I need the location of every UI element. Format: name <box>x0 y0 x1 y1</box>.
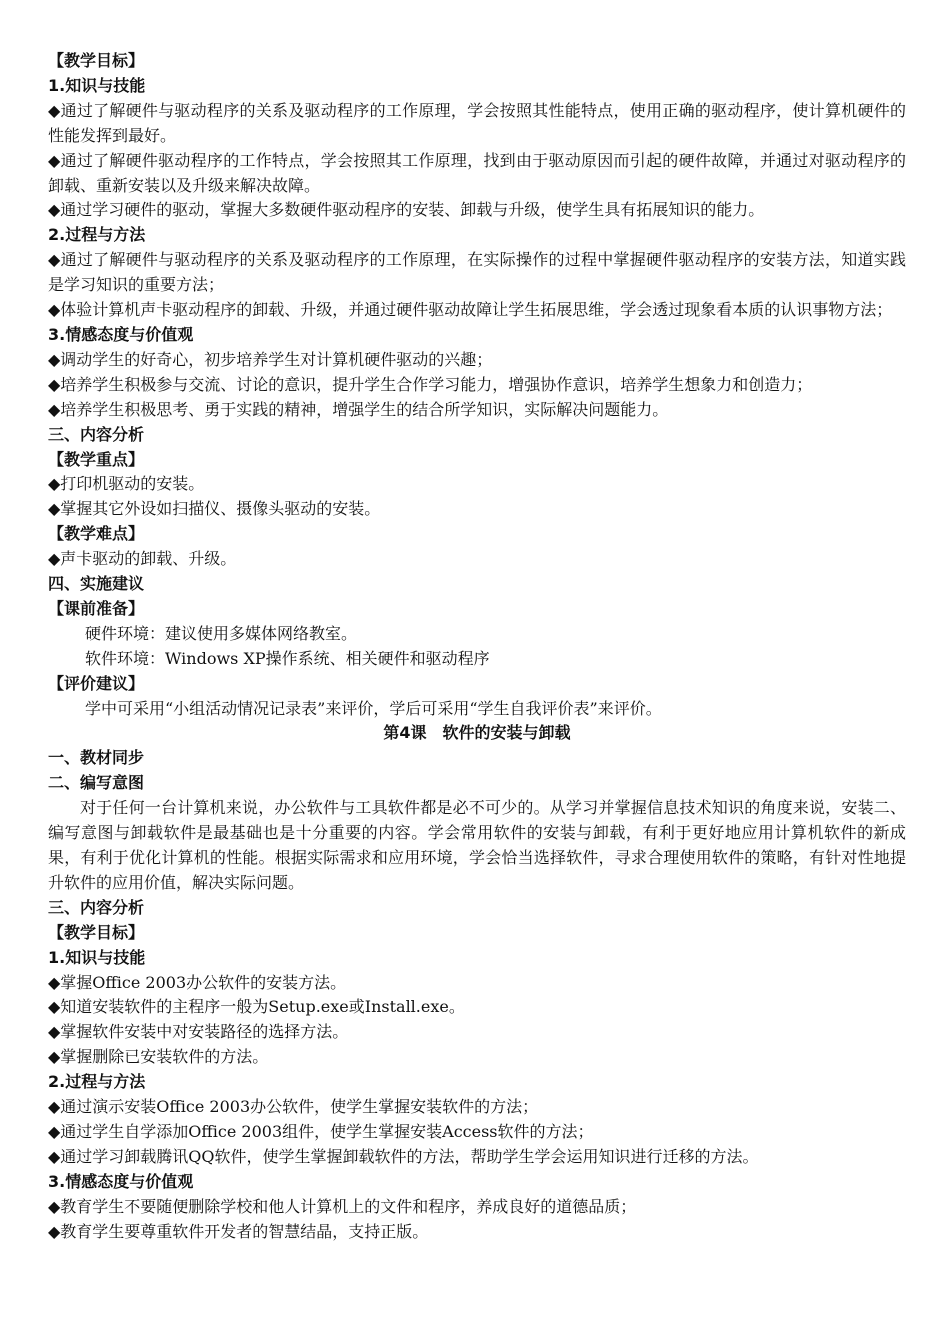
bullet-item: ◆打印机驱动的安装。 <box>48 474 205 494</box>
section-heading: 3.情感态度与价值观 <box>48 1171 194 1191</box>
bullet-item: ◆通过了解硬件与驱动程序的关系及驱动程序的工作原理，学会按照其性能特点，使用正确的驱动程序，使计算机硬件的性能发挥到最好。 <box>48 100 906 145</box>
section-heading: 【教学难点】 <box>48 524 145 544</box>
bullet-item: ◆通过学生自学添加Office 2003组件，使学生掌握安装Access软件的方法； <box>48 1121 594 1141</box>
document-page <box>48 49 906 1245</box>
bullet-item: ◆掌握删除已安装软件的方法。 <box>48 1047 269 1067</box>
section-heading: 2.过程与方法 <box>48 1072 146 1092</box>
section-heading: 四、实施建议 <box>48 574 145 594</box>
indented-text: 硬件环境：建议使用多媒体网络教室。 <box>85 623 358 643</box>
bullet-item: ◆通过了解硬件驱动程序的工作特点，学会按照其工作原理，找到由于驱动原因而引起的硬件故障，并通过对驱动程序的卸载、重新安装以及升级来解决故障。 <box>48 150 906 195</box>
bullet-item: ◆调动学生的好奇心，初步培养学生对计算机硬件驱动的兴趣； <box>48 349 493 369</box>
bullet-item: ◆培养学生积极思考、勇于实践的精神，增强学生的结合所学知识，实际解决问题能力。 <box>48 399 669 419</box>
bullet-item: ◆掌握其它外设如扫描仪、摄像头驱动的安装。 <box>48 499 381 519</box>
lesson-title: 第4课 软件的安装与卸载 <box>383 723 571 743</box>
section-heading: 三、内容分析 <box>48 897 145 917</box>
indented-text: 学中可采用“小组活动情况记录表”来评价，学后可采用“学生自我评价表”来评价。 <box>85 698 662 718</box>
section-heading: 【教学目标】 <box>48 922 145 942</box>
section-heading: 1.知识与技能 <box>48 75 146 95</box>
indented-text: 软件环境：Windows XP操作系统、相关硬件和驱动程序 <box>85 648 490 668</box>
bullet-item: ◆教育学生要尊重软件开发者的智慧结晶，支持正版。 <box>48 1221 429 1241</box>
bullet-item: ◆掌握Office 2003办公软件的安装方法。 <box>48 972 347 992</box>
bullet-item: ◆通过演示安装Office 2003办公软件，使学生掌握安装软件的方法； <box>48 1097 539 1117</box>
bullet-item: ◆通过学习硬件的驱动，掌握大多数硬件驱动程序的安装、卸载与升级，使学生具有拓展知识的能力。 <box>48 200 765 220</box>
body-paragraph: 对于任何一台计算机来说，办公软件与工具软件都是必不可少的。从学习并掌握信息技术知识的角度来说，安装二、编写意图与卸载软件是最基础也是十分重要的内容。学会常用软件的安装与卸载，有利于更好地应用计算机软件的新成果，有利于优化计算机的性能。根据实际需求和应用环境，学会恰当选择软件，寻求合理使用软件的策略，有针对性地提升软件的应用价值，解决实际问题。 <box>48 798 906 892</box>
section-heading: 2.过程与方法 <box>48 225 146 245</box>
bullet-item: ◆通过了解硬件与驱动程序的关系及驱动程序的工作原理，在实际操作的过程中掌握硬件驱动程序的安装方法，知道实践是学习知识的重要方法； <box>48 250 906 295</box>
bullet-item: ◆体验计算机声卡驱动程序的卸载、升级，并通过硬件驱动故障让学生拓展思维，学会透过现象看本质的认识事物方法； <box>48 300 893 320</box>
section-heading: 【评价建议】 <box>48 673 145 693</box>
section-heading: 【教学重点】 <box>48 449 145 469</box>
bullet-item: ◆知道安装软件的主程序一般为Setup.exe或Install.exe。 <box>48 997 465 1017</box>
bullet-item: ◆声卡驱动的卸载、升级。 <box>48 549 237 569</box>
section-heading: 【教学目标】 <box>48 51 145 70</box>
section-heading: 一、教材同步 <box>48 748 145 768</box>
bullet-item: ◆掌握软件安装中对安装路径的选择方法。 <box>48 1022 349 1042</box>
bullet-item: ◆教育学生不要随便删除学校和他人计算机上的文件和程序，养成良好的道德品质； <box>48 1196 637 1216</box>
section-heading: 二、编写意图 <box>48 773 145 793</box>
bullet-item: ◆通过学习卸载腾讯QQ软件，使学生掌握卸载软件的方法，帮助学生学会运用知识进行迁移的方法。 <box>48 1146 759 1166</box>
bullet-item: ◆培养学生积极参与交流、讨论的意识，提升学生合作学习能力，增强协作意识，培养学生想象力和创造力； <box>48 374 813 394</box>
section-heading: 1.知识与技能 <box>48 947 146 967</box>
section-heading: 三、内容分析 <box>48 424 145 444</box>
section-heading: 3.情感态度与价值观 <box>48 324 194 344</box>
section-heading: 【课前准备】 <box>48 598 145 618</box>
